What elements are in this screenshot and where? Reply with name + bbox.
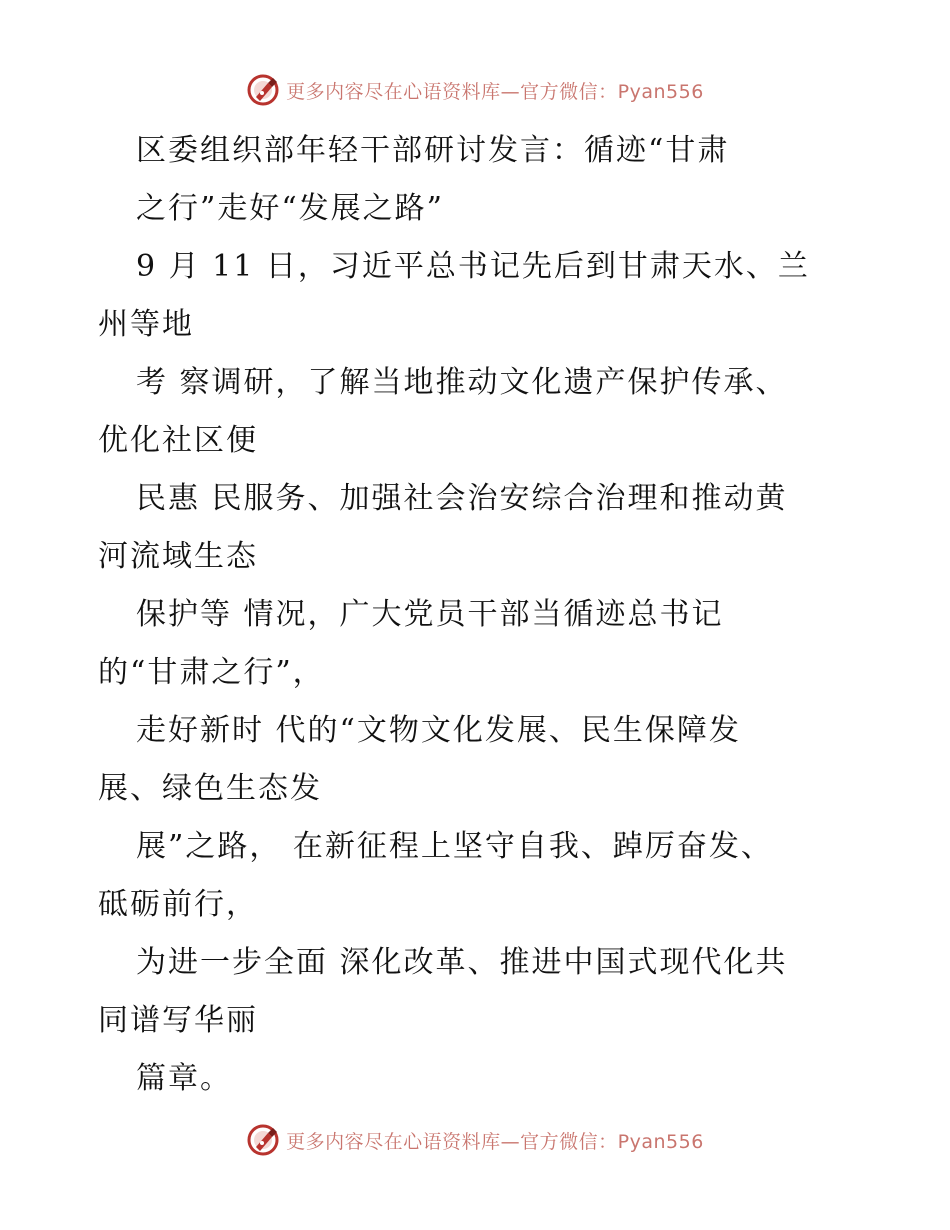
header-banner-text: 更多内容尽在心语资料库—官方微信：Pyan556 [286,80,704,103]
document-text-line: 为进一步全面 深化改革、推进中国式现代化共 [136,945,788,980]
document-paragraph [98,238,888,1108]
document-title-line-1: 区委组织部年轻干部研讨发言：循迹“甘肃 [136,133,730,168]
document-text-line: 砥砺前行， [98,887,258,922]
document-text-line: 考 察调研，了解当地推动文化遗产保护传承、 [136,365,788,400]
document-text-line: 篇章。 [136,1061,232,1096]
footer-banner-text: 更多内容尽在心语资料库—官方微信：Pyan556 [286,1130,704,1153]
document-text-line: 展、绿色生态发 [98,771,322,806]
document-text-line: 走好新时 代的“文物文化发展、民生保障发 [136,713,741,748]
pen-nib-logo-icon [246,73,280,107]
header-banner [0,70,950,110]
document-body [98,122,888,1108]
document-text-line: 州等地 [98,307,194,342]
footer-banner [0,1120,950,1160]
document-text-line: 的“甘肃之行”， [98,655,325,690]
document-text-line: 保护等 情况，广大党员干部当循迹总书记 [136,597,724,632]
document-text-line: 优化社区便 [98,423,258,458]
document-text-line: 9 月 11 日，习近平总书记先后到甘肃天水、兰 [136,249,810,284]
document-text-line: 民惠 民服务、加强社会治安综合治理和推动黄 [136,481,788,516]
document-text-line: 展”之路， 在新征程上坚守自我、踔厉奋发、 [136,829,773,864]
pen-nib-logo-icon [246,1123,280,1157]
document-text-line: 同谱写华丽 [98,1003,258,1038]
document-title-line-2: 之行”走好“发展之路” [136,191,445,226]
document-text-line: 河流域生态 [98,539,258,574]
